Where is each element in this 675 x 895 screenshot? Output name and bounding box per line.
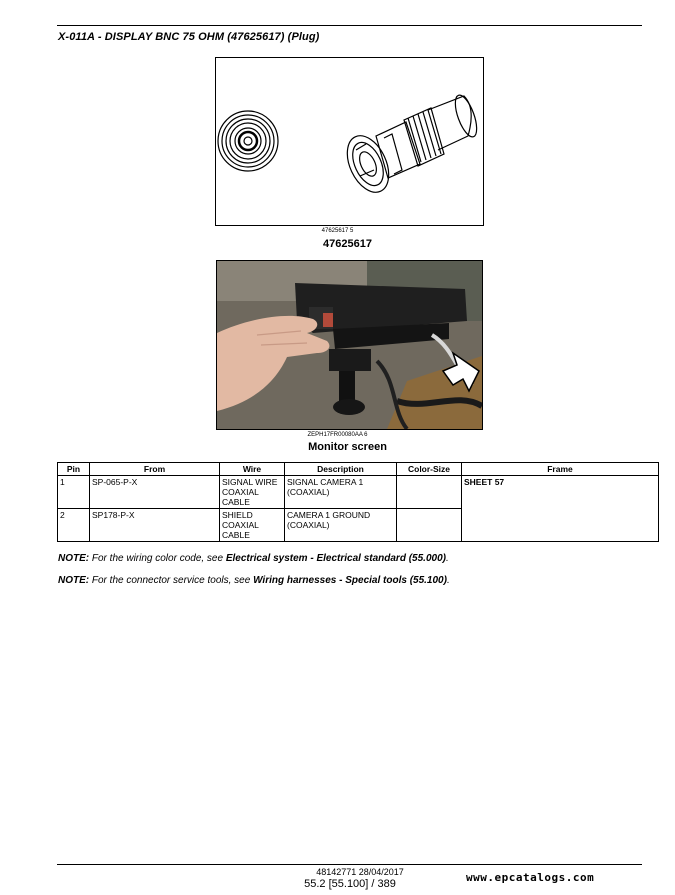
cell-from: SP-065-P-X [90,476,220,509]
header-frame: Frame [462,463,659,476]
pin-table [57,462,659,542]
header-description: Description [285,463,397,476]
cell-pin: 2 [58,509,90,542]
note-text: For the connector service tools, see [89,575,254,586]
watermark: www.epcatalogs.com [466,871,595,884]
note-reference-link[interactable]: Electrical system - Electrical standard (55.000) [225,553,446,564]
header-from: From [90,463,220,476]
header-wire: Wire [220,463,285,476]
cell-frame: SHEET 57 [462,476,659,542]
wire-line: CABLE [222,497,250,507]
top-rule [57,25,642,26]
figure-1-caption: 47625617 [323,238,372,250]
header-pin: Pin [58,463,90,476]
cell-wire [220,476,285,509]
description-line: (COAXIAL) [287,487,330,497]
connector-drawing [215,57,484,226]
figure-2-id: ZEPH17FR00080AA 6 [307,432,368,438]
note-service-tools [58,575,450,586]
bnc-plug-illustration [216,58,483,225]
cell-description [285,476,397,509]
note-reference-link[interactable]: Wiring harnesses - Special tools (55.100) [253,575,447,586]
cell-color-size [397,476,462,509]
figure-1-id: 47625617 5 [321,228,354,234]
note-tail: . [445,553,449,564]
note-wiring-color [58,553,449,564]
bottom-rule [57,864,642,865]
cell-from: SP178-P-X [90,509,220,542]
description-line: CAMERA 1 GROUND [287,510,371,520]
page-title: X-011A - DISPLAY BNC 75 OHM (47625617) (Plug) [58,31,320,43]
wire-line: CABLE [222,530,250,540]
cell-description [285,509,397,542]
note-tail: . [446,575,450,586]
cell-wire [220,509,285,542]
description-line: SIGNAL CAMERA 1 [287,477,364,487]
footer-document-id: 48142771 28/04/2017 [316,867,404,877]
footer-page-number: 55.2 [55.100] / 389 [304,878,396,890]
table-row [58,476,659,509]
figure-2-caption: Monitor screen [308,441,387,453]
cell-pin: 1 [58,476,90,509]
table-header-row [58,463,659,476]
monitor-photo-illustration [217,261,482,429]
cell-color-size [397,509,462,542]
description-line: (COAXIAL) [287,520,330,530]
wire-line: SHIELD [222,510,253,520]
wire-line: COAXIAL [222,520,259,530]
note-label: NOTE: [58,553,90,564]
wire-line: SIGNAL WIRE [222,477,278,487]
header-color-size: Color-Size [397,463,462,476]
note-label: NOTE: [58,575,90,586]
monitor-screen-photo [216,260,483,430]
note-text: For the wiring color code, see [89,553,226,564]
wire-line: COAXIAL [222,487,259,497]
